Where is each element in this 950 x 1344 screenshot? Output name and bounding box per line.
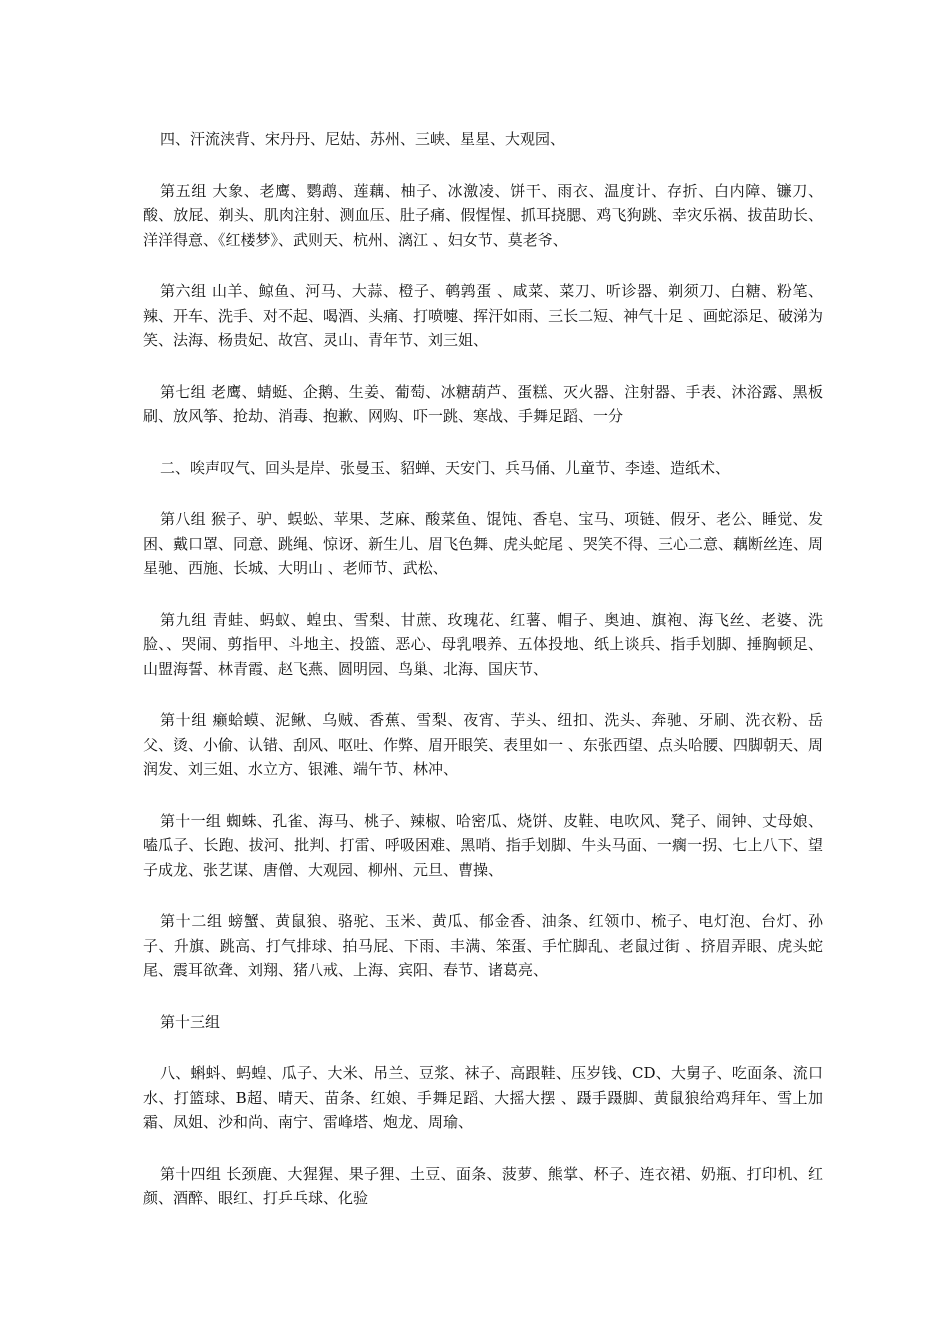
paragraph-section-8: 八、蝌蚪、蚂蝗、瓜子、大米、吊兰、豆浆、袜子、高跟鞋、压岁钱、CD、大舅子、吃面条、流口水、打篮球、B超、晴天、苗条、红娘、手舞足蹈、大摇大摆 、蹑手蹑脚、黄鼠狼给鸡拜年、雪上加霜、凤姐、沙和尚、南宁、雷峰塔、炮龙、周瑜、 — [143, 1064, 823, 1131]
paragraph-group-10: 第十组 癞蛤蟆、泥鳅、乌贼、香蕉、雪梨、夜宵、芋头、纽扣、洗头、奔驰、牙刷、洗衣粉、岳父、烫、小偷、认错、刮风、呕吐、作弊、眉开眼笑、表里如一 、东张西望、点头哈腰、四脚朝天、周润发、刘三姐、水立方、银滩、端午节、林冲、 — [143, 711, 823, 778]
paragraph-group-14: 第十四组 长颈鹿、大猩猩、果子狸、土豆、面条、菠萝、熊掌、杯子、连衣裙、奶瓶、打印机、红颜、酒醉、眼红、打乒乓球、化验 — [143, 1164, 823, 1207]
paragraph-group-13-heading: 第十三组 — [160, 1012, 221, 1031]
paragraph-group-5: 第五组 大象、老鹰、鹦鹉、莲藕、柚子、冰激凌、饼干、雨衣、温度计、存折、白内障、镰刀、酸、放屁、剃头、肌肉注射、测血压、肚子痛、假惺惺、抓耳挠腮、鸡飞狗跳、幸灾乐祸、拔苗助长、洋洋得意、《红楼梦》、武则天、杭州、漓江 、妇女节、莫老爷、 — [143, 181, 823, 249]
document-body — [143, 127, 823, 1238]
paragraph-section-2: 二、唉声叹气、回头是岸、张曼玉、貂蝉、天安门、兵马俑、儿童节、李逵、造纸术、 — [160, 458, 731, 477]
paragraph-group-11: 第十一组 蜘蛛、孔雀、海马、桃子、辣椒、哈密瓜、烧饼、皮鞋、电吹风、凳子、闹钟、丈母娘、嗑瓜子、长跑、拔河、批判、打雷、呼吸困难、黑哨、指手划脚、牛头马面、一瘸一拐、七上八下、望子成龙、张艺谋、唐僧、大观园、柳州、元旦、曹操、 — [143, 811, 823, 879]
paragraph-group-8: 第八组 猴子、驴、蜈蚣、苹果、芝麻、酸菜鱼、馄饨、香皂、宝马、项链、假牙、老公、睡觉、发困、戴口罩、同意、跳绳、惊讶、新生儿、眉飞色舞、虎头蛇尾 、哭笑不得、三心二意、藕断丝连、周星驰、西施、长城、大明山 、老师节、武松、 — [143, 510, 823, 577]
paragraph-group-4-tail: 四、汗流浃背、宋丹丹、尼姑、苏州、三峡、星星、大观园、 — [160, 130, 566, 148]
paragraph-group-12: 第十二组 螃蟹、黄鼠狼、骆驼、玉米、黄瓜、郁金香、油条、红领巾、梳子、电灯泡、台灯、孙子、升旗、跳高、打气排球、拍马屁、下雨、丰满、笨蛋、手忙脚乱、老鼠过街 、挤眉弄眼、虎头蛇尾、震耳欲聋、刘翔、猪八戒、上海、宾阳、春节、诸葛亮、 — [143, 912, 823, 979]
paragraph-group-6: 第六组 山羊、鲸鱼、河马、大蒜、橙子、鹌鹑蛋 、咸菜、菜刀、听诊器、剃须刀、白糖、粉笔、辣、开车、洗手、对不起、喝酒、头痛、打喷嚏、挥汗如雨、三长二短、神气十足 、画蛇添足、破涕为笑、法海、杨贵妃、故宫、灵山、青年节、刘三姐、 — [143, 282, 823, 349]
paragraph-group-9: 第九组 青蛙、蚂蚁、蝗虫、雪梨、甘蔗、玫瑰花、红薯、帽子、奥迪、旗袍、海飞丝、老婆、洗脸、、哭闹、剪指甲、斗地主、投篮、恶心、母乳喂养、五体投地、纸上谈兵、指手划脚、捶胸顿足、山盟海誓、林青霞、赵飞燕、圆明园、鸟巢、北海、国庆节、 — [143, 610, 823, 678]
paragraph-group-7: 第七组 老鹰、蜻蜓、企鹅、生姜、葡萄、冰糖葫芦、蛋糕、灭火器、注射器、手表、沐浴露、黑板刷、放风筝、抢劫、消毒、抱歉、网购、吓一跳、寒战、手舞足蹈、一分 — [143, 382, 823, 425]
